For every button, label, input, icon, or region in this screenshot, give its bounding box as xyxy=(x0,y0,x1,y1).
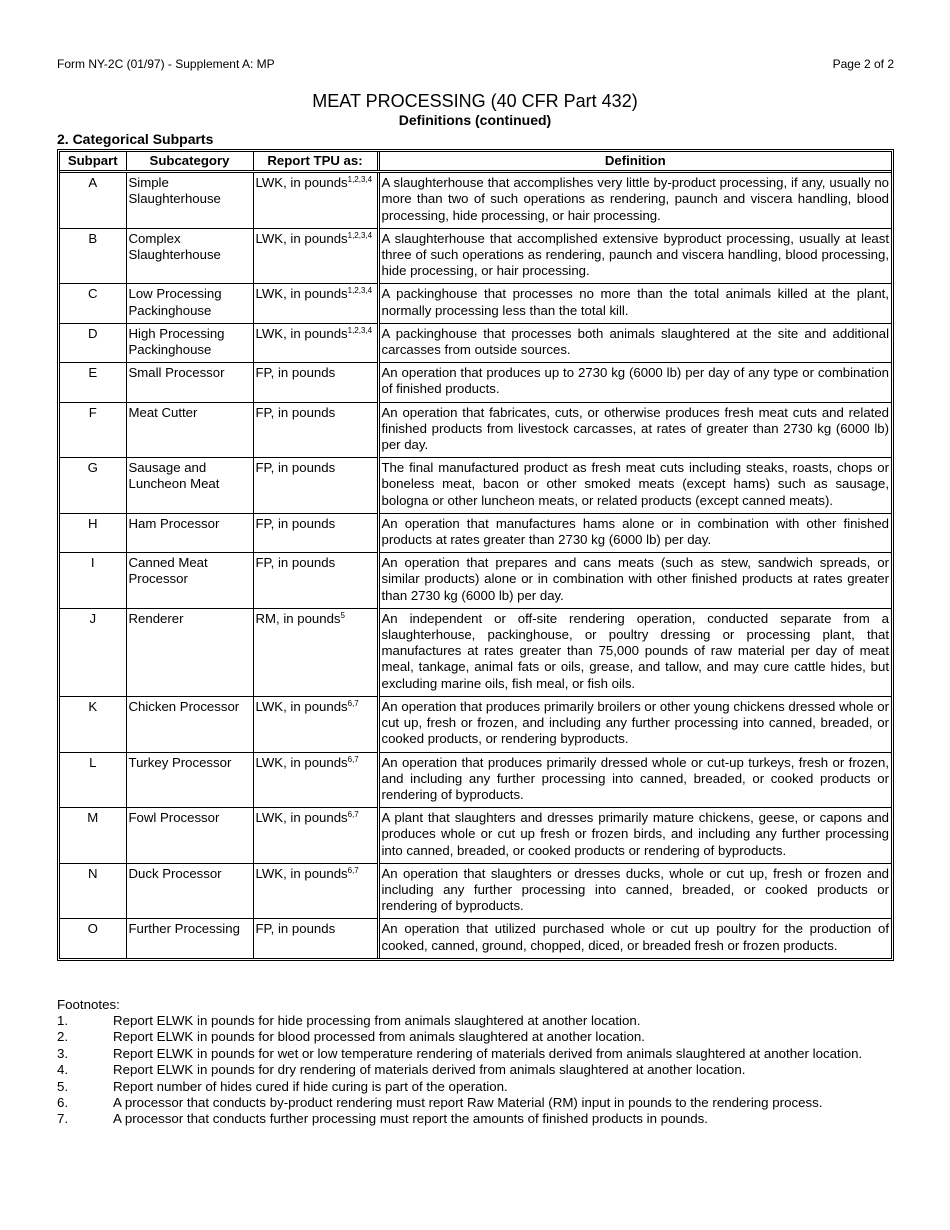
footnote-number: 1. xyxy=(57,1013,69,1028)
table-row xyxy=(60,402,891,458)
footnote-reference: 1,2,3,4 xyxy=(347,230,373,240)
subcategory-cell: Duck Processor xyxy=(126,863,253,919)
table-row xyxy=(60,863,891,919)
footnote-reference: 6,7 xyxy=(347,810,359,820)
table-body xyxy=(60,172,891,958)
report-tpu-cell xyxy=(253,553,378,609)
footnote-text: Report ELWK in pounds for dry rendering of materials derived from animals slaughtered at another location. xyxy=(113,1062,746,1078)
footnote-item xyxy=(57,1095,907,1111)
footnote-number: 4. xyxy=(57,1062,69,1078)
report-tpu-text: LWK, in pounds xyxy=(255,286,348,302)
table-row xyxy=(60,808,891,864)
footnotes xyxy=(57,997,907,1128)
footnote-number: 7. xyxy=(57,1111,69,1127)
footnote-list xyxy=(57,1013,907,1128)
page-number: Page 2 of 2 xyxy=(832,57,894,71)
definition-cell: A packinghouse that processes both animals slaughtered at the site and additional carcasses from outside sources. xyxy=(378,323,891,362)
report-tpu-cell xyxy=(253,808,378,864)
report-tpu-cell xyxy=(253,458,378,514)
header-subpart: Subpart xyxy=(60,152,126,172)
section-heading: 2. Categorical Subparts xyxy=(57,131,214,147)
subcategory-cell: Turkey Processor xyxy=(126,752,253,808)
report-tpu-text: FP, in pounds xyxy=(255,365,336,381)
table-row xyxy=(60,513,891,552)
subcategory-cell: Sausage and Luncheon Meat xyxy=(126,458,253,514)
report-tpu-cell xyxy=(253,608,378,696)
footnote-reference: 6,7 xyxy=(347,865,359,875)
definition-cell: A slaughterhouse that accomplished extensive byproduct processing, usually at least three of such operations as rendering, paunch and viscera handling, blood processing, hide processing, or hair processing. xyxy=(378,228,891,284)
report-tpu-text: LWK, in pounds xyxy=(255,810,348,826)
subpart-cell: E xyxy=(60,363,126,402)
footnote-number: 3. xyxy=(57,1045,69,1061)
report-tpu-text: LWK, in pounds xyxy=(255,230,348,246)
report-tpu-text: FP, in pounds xyxy=(255,404,336,420)
table-header-row xyxy=(60,152,891,172)
page-title: MEAT PROCESSING (40 CFR Part 432) xyxy=(312,91,638,111)
footnote-item xyxy=(57,1062,907,1078)
definition-cell: The final manufactured product as fresh meat cuts including steaks, roasts, chops or boneless meat, bacon or other smoked meats (except hams) such as sausage, bologna or other luncheon meats, or related products (except canned meats). xyxy=(378,458,891,514)
report-tpu-cell xyxy=(253,172,378,229)
footnote-reference: 6,7 xyxy=(347,754,359,764)
footnote-item xyxy=(57,1079,907,1095)
subpart-cell: H xyxy=(60,513,126,552)
report-tpu-cell xyxy=(253,284,378,323)
footnote-number: 5. xyxy=(57,1078,69,1094)
footnote-item xyxy=(57,1013,907,1029)
table-row xyxy=(60,458,891,514)
report-tpu-cell xyxy=(253,752,378,808)
subparts-table xyxy=(60,152,891,958)
header-report-tpu: Report TPU as: xyxy=(253,152,378,172)
subparts-table-wrapper xyxy=(57,149,894,961)
footnote-text: Report ELWK in pounds for wet or low temperature rendering of materials derived from animals slaughtered at another location. xyxy=(113,1045,863,1061)
report-tpu-cell xyxy=(253,513,378,552)
footnote-number: 2. xyxy=(57,1029,69,1045)
definition-cell: A slaughterhouse that accomplishes very little by-product processing, if any, usually no more than two of such operations as rendering, paunch and viscera handling, blood processing, hide processing, or hair processing. xyxy=(378,172,891,229)
subpart-cell: B xyxy=(60,228,126,284)
subpart-cell: A xyxy=(60,172,126,229)
subcategory-cell: Canned Meat Processor xyxy=(126,553,253,609)
definition-cell: A packinghouse that processes no more than the total animals killed at the plant, normally processing less than the total kill. xyxy=(378,284,891,323)
footnote-text: Report ELWK in pounds for hide processing from animals slaughtered at another location. xyxy=(113,1013,641,1028)
table-row xyxy=(60,553,891,609)
footnotes-title: Footnotes: xyxy=(57,997,120,1012)
report-tpu-cell xyxy=(253,323,378,362)
footnote-item xyxy=(57,1029,907,1045)
header-definition: Definition xyxy=(378,152,891,172)
table-row xyxy=(60,228,891,284)
report-tpu-text: FP, in pounds xyxy=(255,555,336,571)
subpart-cell: C xyxy=(60,284,126,323)
report-tpu-text: LWK, in pounds xyxy=(255,698,348,714)
subcategory-cell: Fowl Processor xyxy=(126,808,253,864)
definition-cell: An operation that produces primarily dressed whole or cut-up turkeys, fresh or frozen, and including any further processing into canned, breaded, or cooked products or rendering of byproducts. xyxy=(378,752,891,808)
subcategory-cell: Low Processing Packinghouse xyxy=(126,284,253,323)
subcategory-cell: Small Processor xyxy=(126,363,253,402)
subpart-cell: O xyxy=(60,919,126,958)
footnote-item xyxy=(57,1111,907,1127)
footnote-text: A processor that conducts further processing must report the amounts of finished products in pounds. xyxy=(113,1111,708,1127)
report-tpu-cell xyxy=(253,863,378,919)
subpart-cell: L xyxy=(60,752,126,808)
table-row xyxy=(60,919,891,958)
report-tpu-text: FP, in pounds xyxy=(255,921,336,937)
report-tpu-cell xyxy=(253,402,378,458)
subpart-cell: J xyxy=(60,608,126,696)
report-tpu-text: LWK, in pounds xyxy=(255,325,348,341)
report-tpu-cell xyxy=(253,696,378,752)
definition-cell: An operation that produces up to 2730 kg (6000 lb) per day of any type or combination of finished products. xyxy=(378,363,891,402)
footnote-reference: 1,2,3,4 xyxy=(347,325,373,335)
table-row xyxy=(60,284,891,323)
report-tpu-cell xyxy=(253,363,378,402)
report-tpu-text: FP, in pounds xyxy=(255,515,336,531)
subpart-cell: G xyxy=(60,458,126,514)
definition-cell: An operation that produces primarily broilers or other young chickens dressed whole or cut up, fresh or frozen, and including any further processing into canned, breaded, or cooked products, or rendering byproducts. xyxy=(378,696,891,752)
subpart-cell: M xyxy=(60,808,126,864)
table-row xyxy=(60,696,891,752)
footnote-reference: 1,2,3,4 xyxy=(347,175,373,185)
form-id: Form NY-2C (01/97) - Supplement A: MP xyxy=(57,57,275,71)
footnote-item xyxy=(57,1046,907,1062)
subcategory-cell: Complex Slaughterhouse xyxy=(126,228,253,284)
definition-cell: An operation that prepares and cans meats (such as stew, sandwich spreads, or similar products) alone or in combination with other finished products at rates greater than 2730 kg (6000 lb) per day. xyxy=(378,553,891,609)
subcategory-cell: Meat Cutter xyxy=(126,402,253,458)
footnote-reference: 1,2,3,4 xyxy=(347,286,373,296)
subpart-cell: K xyxy=(60,696,126,752)
footnote-reference: 6,7 xyxy=(347,698,359,708)
subcategory-cell: Chicken Processor xyxy=(126,696,253,752)
page-subtitle: Definitions (continued) xyxy=(398,112,552,128)
subpart-cell: F xyxy=(60,402,126,458)
subpart-cell: N xyxy=(60,863,126,919)
report-tpu-cell xyxy=(253,228,378,284)
footnote-text: A processor that conducts by-product rendering must report Raw Material (RM) input in pounds to the rendering process. xyxy=(113,1095,823,1111)
table-row xyxy=(60,323,891,362)
definition-cell: An independent or off-site rendering operation, conducted separate from a slaughterhouse, packinghouse, or poultry dressing or processing plant, that manufactures at rates greater than 75,000 pounds of raw material per day of meat meal, tankage, animal fats or oils, grease, and tallow, and may cure cattle hides, but excluding marine oils, fish meal, or fish oils. xyxy=(378,608,891,696)
report-tpu-text: LWK, in pounds xyxy=(255,175,348,191)
definition-cell: An operation that manufactures hams alone or in combination with other finished products at rates greater than 2730 kg (6000 lb) per day. xyxy=(378,513,891,552)
table-row xyxy=(60,608,891,696)
table-row xyxy=(60,172,891,229)
footnote-text: Report ELWK in pounds for blood processed from animals slaughtered at another location. xyxy=(113,1029,645,1045)
subpart-cell: I xyxy=(60,553,126,609)
subcategory-cell: Ham Processor xyxy=(126,513,253,552)
table-row xyxy=(60,752,891,808)
definition-cell: An operation that slaughters or dresses ducks, whole or cut up, fresh or frozen and including any further processing into canned, breaded, or cooked products or rendering of byproducts. xyxy=(378,863,891,919)
report-tpu-text: RM, in pounds xyxy=(255,610,341,626)
table-row xyxy=(60,363,891,402)
definition-cell: An operation that fabricates, cuts, or otherwise produces fresh meat cuts and related finished products from livestock carcasses, at rates of greater than 2730 kg (6000 lb) per day. xyxy=(378,402,891,458)
footnote-text: Report number of hides cured if hide curing is part of the operation. xyxy=(113,1078,508,1094)
subcategory-cell: High Processing Packinghouse xyxy=(126,323,253,362)
report-tpu-text: LWK, in pounds xyxy=(255,754,348,770)
subcategory-cell: Renderer xyxy=(126,608,253,696)
subpart-cell: D xyxy=(60,323,126,362)
subcategory-cell: Simple Slaughterhouse xyxy=(126,172,253,229)
definition-cell: An operation that utilized purchased whole or cut up poultry for the production of cooked, canned, ground, chopped, diced, or breaded fresh or frozen products. xyxy=(378,919,891,958)
subcategory-cell: Further Processing xyxy=(126,919,253,958)
report-tpu-text: LWK, in pounds xyxy=(255,865,348,881)
footnote-reference: 5 xyxy=(340,610,345,620)
report-tpu-text: FP, in pounds xyxy=(255,460,336,476)
definition-cell: A plant that slaughters and dresses primarily mature chickens, geese, or capons and produces whole or cut up fresh or frozen birds, and including any further processing into canned, breaded, or cooked products or rendering of byproducts. xyxy=(378,808,891,864)
footnote-number: 6. xyxy=(57,1095,69,1111)
report-tpu-cell xyxy=(253,919,378,958)
header-subcategory: Subcategory xyxy=(126,152,253,172)
